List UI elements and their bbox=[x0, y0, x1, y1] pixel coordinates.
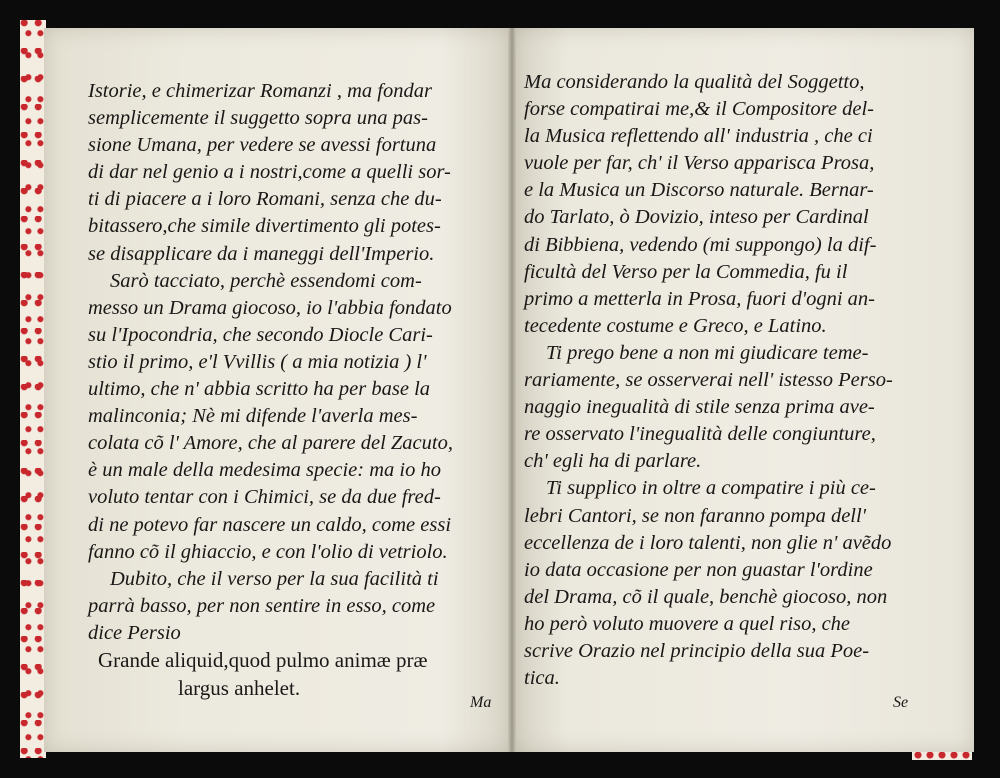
text-line: sione Umana, per vedere se avessi fortuna bbox=[88, 134, 437, 157]
left-page-text bbox=[88, 78, 453, 647]
text-line: io data occasione per non guastar l'ordine bbox=[524, 558, 873, 581]
text-line: Ti supplico in oltre a compatire i più ce- bbox=[546, 477, 876, 500]
text-line: Ti prego bene a non mi giudicare teme- bbox=[546, 341, 869, 364]
text-line: vuole per far, ch' il Verso apparisca Prosa, bbox=[524, 152, 875, 175]
text-line: Sarò tacciato, perchè essendomi com- bbox=[110, 269, 422, 292]
text-line: do Tarlato, ò Dovizio, inteso per Cardinal bbox=[524, 206, 869, 229]
text-line: se disapplicare da i maneggi dell'Imperio. bbox=[88, 242, 435, 265]
text-line: colata cõ l' Amore, che al parere del Zacuto, bbox=[88, 432, 453, 455]
book-binding-edge bbox=[20, 20, 46, 758]
text-line: parrà basso, per non sentire in esso, come bbox=[88, 594, 436, 617]
text-line: ultimo, che n' abbia scritto ha per base la bbox=[88, 378, 431, 401]
text-line: su l'Ipocondria, che secondo Diocle Cari- bbox=[88, 323, 433, 346]
latin-quote-line-1: Grande aliquid,quod pulmo animæ præ bbox=[98, 648, 428, 672]
text-line: re osservato l'inegualità delle congiunture, bbox=[524, 423, 876, 446]
text-line: di ne potevo far nascere un caldo, come essi bbox=[88, 513, 452, 536]
text-line: messo un Drama giocoso, io l'abbia fondato bbox=[88, 296, 452, 319]
text-line: naggio inegualità di stile senza prima ave- bbox=[524, 396, 875, 419]
text-line: la Musica reflettendo all' industria , che ci bbox=[524, 125, 873, 148]
text-line: tica. bbox=[524, 667, 560, 690]
text-line: forse compatirai me,& il Compositore del- bbox=[524, 98, 874, 121]
text-line: di Bibbiena, vedendo (mi suppongo) la dif- bbox=[524, 233, 877, 256]
text-line: semplicemente il suggetto sopra una pas- bbox=[88, 107, 428, 130]
text-line: Istorie, e chimerizar Romanzi , ma fondar bbox=[88, 80, 432, 102]
right-page-text bbox=[524, 69, 893, 692]
text-line: stio il primo, e'l Vvillis ( a mia notizia ) l' bbox=[88, 350, 427, 373]
text-line: lebri Cantori, se non faranno pompa dell' bbox=[524, 504, 867, 527]
text-line: e la Musica un Discorso naturale. Bernar- bbox=[524, 179, 874, 202]
text-line: Dubito, che il verso per la sua facilità ti bbox=[110, 567, 439, 590]
text-line: bitassero,che simile divertimento gli potes- bbox=[88, 215, 441, 238]
left-catchword: Ma bbox=[470, 694, 492, 711]
text-line: scrive Orazio nel principio della sua Poe- bbox=[524, 639, 870, 662]
text-line: Ma considerando la qualità del Soggetto, bbox=[524, 71, 865, 93]
text-line: ho però voluto muovere a quel riso, che bbox=[524, 612, 851, 635]
text-line: primo a metterla in Prosa, fuori d'ogni an- bbox=[524, 287, 875, 310]
text-line: ti di piacere a i loro Romani, senza che du- bbox=[88, 188, 442, 211]
text-line: voluto tentar con i Chimici, se da due fred- bbox=[88, 486, 441, 509]
book-gutter bbox=[508, 28, 516, 752]
text-line: ch' egli ha di parlare. bbox=[524, 450, 702, 473]
text-line: dice Persio bbox=[88, 621, 181, 644]
text-line: del Drama, cõ il quale, benchè giocoso, non bbox=[524, 585, 888, 608]
text-line: di dar nel genio a i nostri,come a quelli sor- bbox=[88, 161, 451, 184]
text-line: rariamente, se osserverai nell' istesso Perso- bbox=[524, 369, 893, 392]
right-catchword: Se bbox=[893, 694, 909, 711]
text-line: fanno cõ il ghiaccio, e con l'olio di vetriolo. bbox=[88, 540, 448, 563]
text-line: tecedente costume e Greco, e Latino. bbox=[524, 314, 827, 337]
latin-quote-line-2: largus anhelet. bbox=[178, 676, 301, 700]
text-line: ficultà del Verso per la Commedia, fu il bbox=[524, 260, 848, 283]
text-line: eccellenza de i loro talenti, non glie n' avẽdo bbox=[524, 531, 892, 554]
text-line: malinconia; Nè mi difende l'averla mes- bbox=[88, 405, 418, 428]
text-line: è un male della medesima specie: ma io ho bbox=[88, 459, 441, 482]
